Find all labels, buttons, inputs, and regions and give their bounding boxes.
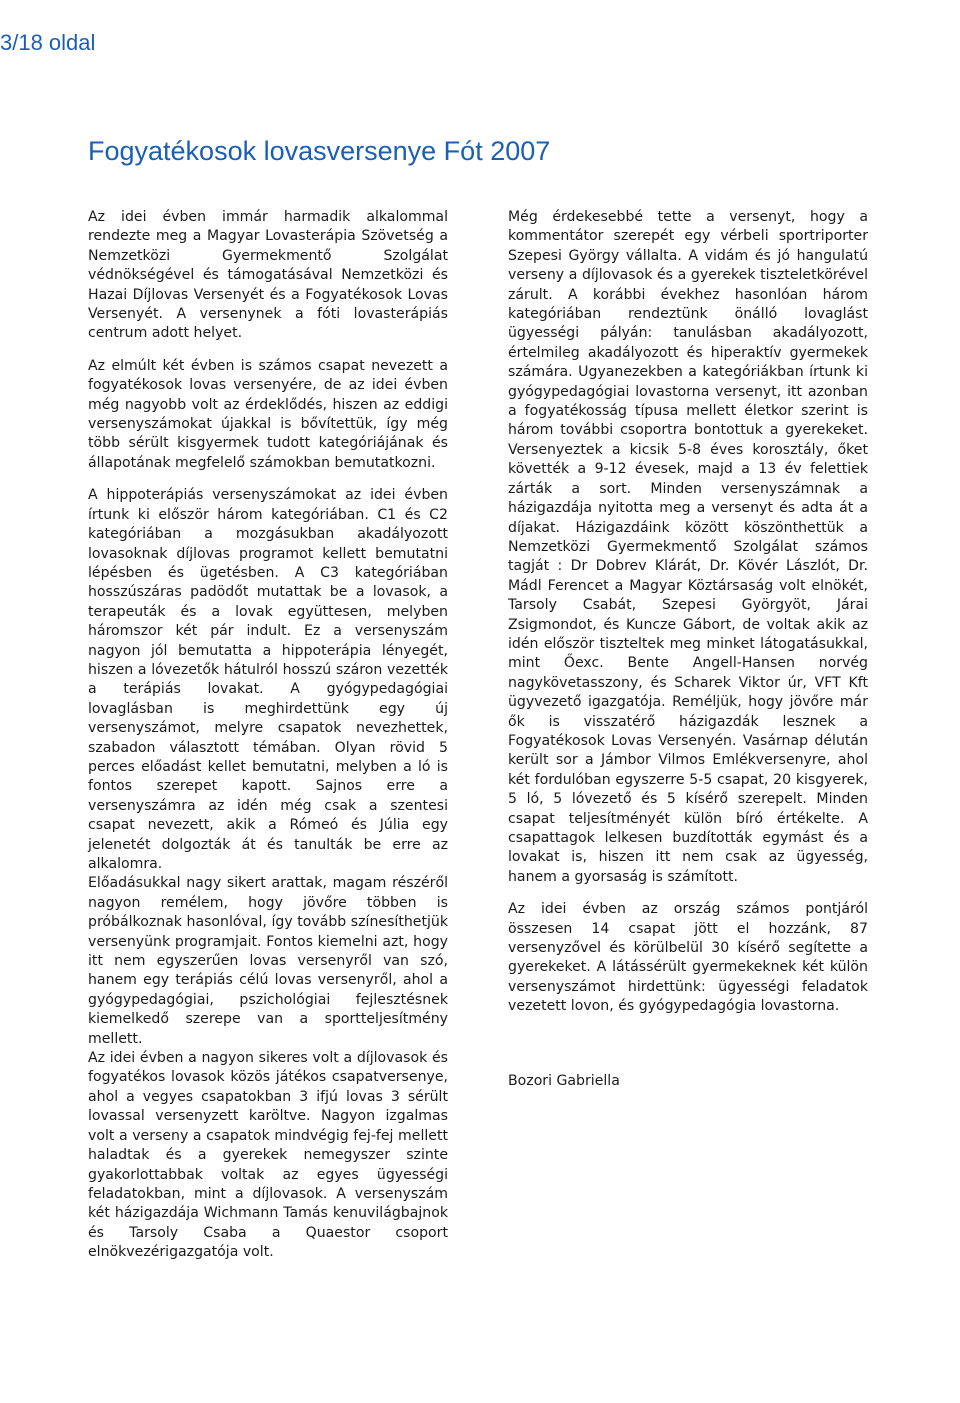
left-column [88,208,448,1263]
paragraph: Még érdekesebbé tette a versenyt, hogy a kommentátor szerepét egy vérbeli sportriporter Szepesi György vállalta. A vidám és jó hangulatú verseny a díjlovasok és a gyerekek tiszteletkörével zárult. A korábbi évekhez hasonlóan három kategóriában rendeztünk önálló lovaglást ügyességi pályán: tanulásban akadályozott, értelmileg akadályozott és hiperaktív gyermekek számára. Ugyanezekben a kategóriákban írtunk ki gyógypedagógiai lovastorna versenyt, itt azonban a fogyatékosság típusa mellett életkor szerint is három további csoportra bontottuk a gyerekeket. Versenyeztek a kicsik 5-8 éves korosztály, őket követték a 9-12 évesek, majd a 13 év felettiek zárták a sort. Minden versenyszámnak a házigazdája nyitotta meg a versenyt és adta át a díjakat. Házigazdáink között köszönthettük a Nemzetközi Gyermekmentő Szolgálat számos tagját : Dr Dobrev Klárát, Dr. Kövér Lászlót, Dr. Mádl Ferencet a Magyar Köztársaság volt elnökét, Tarsoly Csabát, Szepesi Györgyöt, Járai Zsigmondot, és Kuncze Gábort, de voltak akik az idén először tiszteltek meg minket látogatásukkal, mint Őexc. Bente Angell-Hansen norvég nagykövetasszony, és Scharek Viktor úr, VFT Kft ügyvezető igazgatója. Reméljük, hogy jövőre már ők is visszatérő házigazdák lesznek a Fogyatékosok Lovas Versenyén. Vasárnap délután került sor a Jámbor Vilmos Emlékversenyre, ahol két fordulóban egyszerre 5-5 csapat, 20 kisgyerek, 5 ló, 5 lóvezető és 5 kísérő szerepelt. Minden csapat teljesítményét külön bíró értékelte. A csapattagok lelkesen buzdították egymást és a lovakat is, hiszen itt nem csak az ügyesség, hanem a gyorsaság is számított. [508,209,868,885]
paragraph: Az idei évben az ország számos pontjáról összesen 14 csapat jött el hozzánk, 87 versenyzővel és körülbelül 30 kísérő segítette a gyerekeket. A látássérült gyermekeknek két külön versenyszámot hirdettünk: ügyességi feladatok vezetett lovon, és gyógypedagógia lovastorna. [508,901,868,1015]
page-number-label: 3/18 oldal [0,30,96,55]
paragraph: Az elmúlt két évben is számos csapat nevezett a fogyatékosok lovas versenyére, de az idei évben még nagyobb volt az érdeklődés, hiszen az eddigi versenyszámokat újakkal is bővítettük, így még több sérült kisgyermek tudott kategóriájának és állapotának megfelelő számokban bemutatkozni. [88,357,448,471]
paragraph: Előadásukkal nagy sikert arattak, magam részéről nagyon remélem, hogy jövőre többen is próbálkoznak hasonlóval, így tovább színesíthetjük versenyünk programjait. Fontos kiemelni azt, hogy itt nem egyszerűen lovas versenyről van szó, hanem egy terápiás célú lovas versenyről, ahol a gyógypedagógiai, pszichológiai fejlesztésnek kiemelkedő szerepe van a sportteljesítmény mellett. [88,875,448,1047]
paragraph: Az idei évben immár harmadik alkalommal rendezte meg a Magyar Lovasterápia Szövetség a Nemzetközi Gyermekmentő Szolgálat védnökségével és támogatásával Nemzetközi és Hazai Díjlovas Versenyét és a Fogyatékosok Lovas Versenyét. A versenynek a fóti lovasterápiás centrum adott helyet. [88,209,448,342]
author-name: Bozori Gabriella [508,1072,620,1089]
paragraph: Az idei évben a nagyon sikeres volt a díjlovasok és fogyatékos lovasok közös játékos csapatversenye, ahol a vegyes csapatokban 3 ifjú lovas 3 sérült lovassal versenyzett karöltve. Nagyon izgalmas volt a verseny a csapatok mindvégig fej-fej mellett haladtak és a gyerekek nemegyszer szinte gyakorlottabbak voltak az egyes ügyességi feladatokban, mint a díjlovasok. A versenyszám két házigazdája Wichmann Tamás kenuvilágbajnok és Tarsoly Csaba a Quaestor csoport elnökvezérigazgatója volt. [88,1050,448,1261]
article-title: Fogyatékosok lovasversenye Fót 2007 [88,136,551,166]
right-column [508,208,868,1091]
paragraph: A hippoterápiás versenyszámokat az idei évben írtunk ki először három kategóriában. C1 és C2 kategóriában a mozgásukban akadályozott lovasoknak díjlovas programot kellett bemutatni lépésben és ügetésben. A C3 kategóriában hosszúszáras padödőt mutattak be a lovasok, a terapeuták és a lovak együttesen, melyben háromszor két pár indult. Ez a versenyszám nagyon jól bemutatta a hippoterápia lényegét, hiszen a lóvezetők hátulról hosszú száron vezették a terápiás lovakat. A gyógypedagógiai lovaglásban is meghirdettünk egy új versenyszámot, melyre csapatok nevezhettek, szabadon választott témában. Olyan rövid 5 perces előadást kellet bemutatni, melyben a ló is fontos szerepet kapott. Sajnos erre a versenyszámra az idén még csak a szentesi csapat nevezett, akik a Rómeó és Júlia egy jelenetét dolgozták át és tanulták be erre az alkalomra. [88,487,448,872]
